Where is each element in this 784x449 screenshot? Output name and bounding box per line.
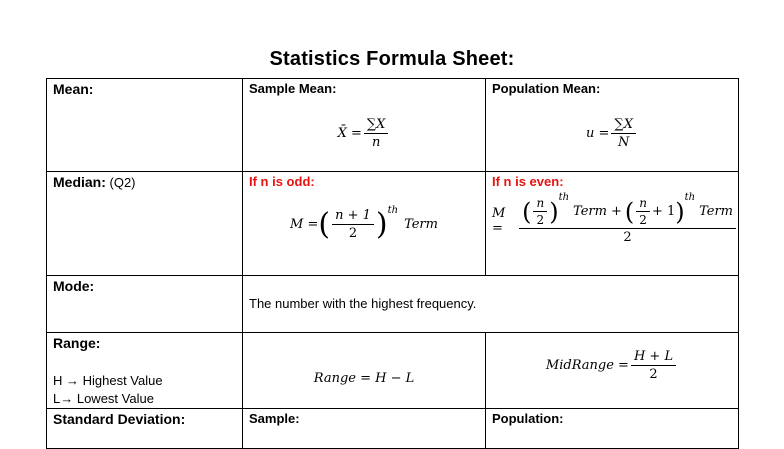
median-odd-label: If n is odd: xyxy=(249,174,315,189)
std-dev-label: Standard Deviation: xyxy=(53,411,186,427)
median-even-b-denominator: 2 xyxy=(639,213,647,227)
median-odd-term: Term xyxy=(404,217,438,232)
mode-label: Mode: xyxy=(53,278,95,294)
std-dev-population-cell xyxy=(486,409,739,449)
mean-label-cell xyxy=(47,79,243,172)
population-mean-numerator: ∑X xyxy=(611,117,636,134)
mean-row xyxy=(47,79,739,172)
range-l-note: L→ Lowest Value xyxy=(53,391,154,406)
range-formula-cell xyxy=(243,333,486,409)
mode-label-cell xyxy=(47,276,243,333)
mode-row xyxy=(47,276,739,333)
midrange-formula xyxy=(486,349,738,382)
midrange-denominator: 2 xyxy=(649,367,658,382)
std-dev-population-label: Population: xyxy=(492,411,564,426)
median-even-a-numerator: n xyxy=(533,196,547,212)
population-mean-lhs: u = xyxy=(586,126,610,141)
mean-label: Mean: xyxy=(53,81,94,97)
median-row xyxy=(47,172,739,276)
median-even-b-term: Term xyxy=(699,204,733,219)
median-even-a-denominator: 2 xyxy=(536,213,545,227)
median-label-cell xyxy=(47,172,243,276)
median-label-note: (Q2) xyxy=(109,175,136,190)
range-formula xyxy=(243,371,485,386)
median-odd-sup: th xyxy=(387,205,399,216)
median-even-formula: M = ( $\frac{n}{2}$ ) th Term + ( $\frac{n}{2}$ + 1 ) th Term 2 xyxy=(492,196,738,245)
range-label-cell xyxy=(47,333,243,409)
median-even-plus: + xyxy=(610,204,622,219)
median-odd-numerator: n + 1 xyxy=(332,208,374,225)
population-mean-formula xyxy=(486,117,738,150)
std-dev-row xyxy=(47,409,739,449)
median-odd-lhs: M = xyxy=(290,217,319,232)
population-mean-denominator: N xyxy=(618,135,630,150)
midrange-lhs: MidRange = xyxy=(545,358,629,373)
sample-mean-cell xyxy=(243,79,486,172)
median-odd-formula: M = ( $\frac{n + 1}{2}$ ) th Term xyxy=(290,205,438,242)
page-title: Statistics Formula Sheet: xyxy=(269,48,515,70)
midrange-numerator: H + L xyxy=(631,349,676,366)
mode-text-cell xyxy=(243,276,739,333)
median-label: Median: xyxy=(53,174,106,190)
std-dev-sample-label: Sample: xyxy=(249,411,300,426)
median-even-b-numerator: n xyxy=(636,196,650,212)
median-even-b-sup: th xyxy=(684,192,696,203)
median-even-label: If n is even: xyxy=(492,174,564,189)
range-h-note: H → Highest Value xyxy=(53,373,163,388)
range-row xyxy=(47,333,739,409)
range-label: Range: xyxy=(53,335,101,351)
sample-mean-denominator: n xyxy=(371,135,381,150)
sample-mean-label: Sample Mean: xyxy=(249,81,337,96)
median-even-cell xyxy=(486,172,739,276)
median-even-lhs: M = xyxy=(492,205,506,236)
population-mean-cell xyxy=(486,79,739,172)
sample-mean-lhs: X̄ = xyxy=(337,126,362,141)
std-dev-sample-cell xyxy=(243,409,486,449)
median-odd-denominator: 2 xyxy=(348,226,358,241)
median-even-a-term: Term xyxy=(573,204,607,219)
population-mean-label: Population Mean: xyxy=(492,81,601,96)
sample-mean-formula xyxy=(243,117,485,150)
range-formula-text: Range = H − L xyxy=(313,371,415,386)
median-even-b-plus: + 1 xyxy=(651,204,676,219)
sample-mean-numerator: ∑X xyxy=(364,117,389,134)
median-odd-cell xyxy=(243,172,486,276)
std-dev-label-cell xyxy=(47,409,243,449)
median-even-a-sup: th xyxy=(558,192,570,203)
formula-table xyxy=(46,78,739,449)
midrange-formula-cell xyxy=(486,333,739,409)
mode-text: The number with the highest frequency. xyxy=(249,296,477,311)
median-even-denominator: 2 xyxy=(623,230,632,245)
